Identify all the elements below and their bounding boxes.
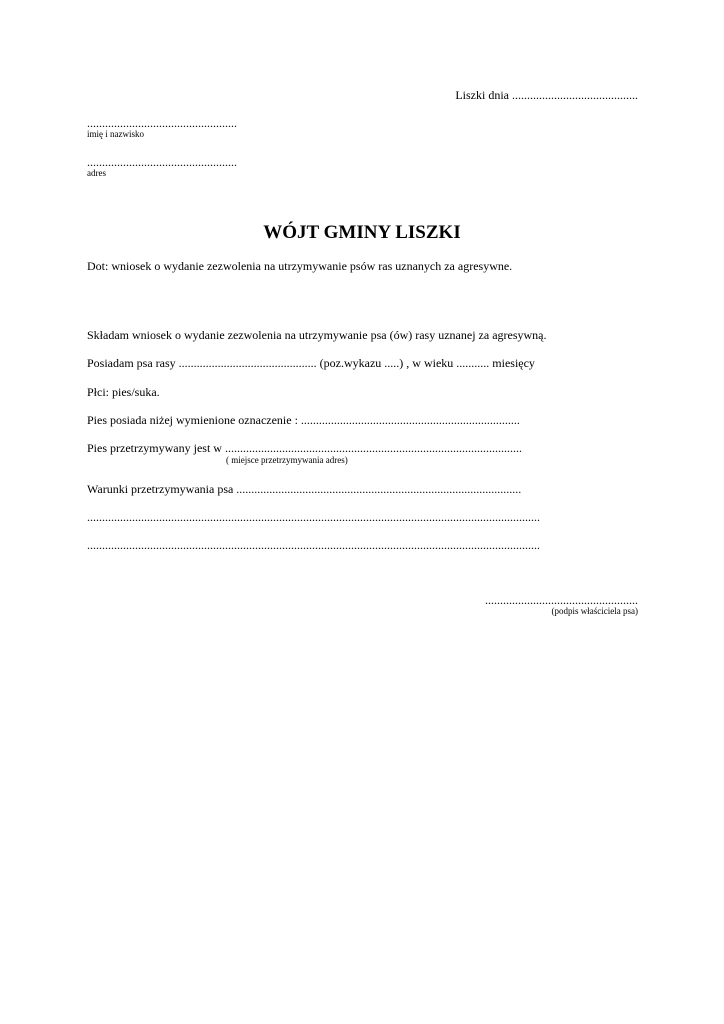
- marking-line: Pies posiada niżej wymienione oznaczenie : .........................................................................: [87, 413, 520, 427]
- request-statement: Składam wniosek o wydanie zezwolenia na utrzymywanie psa (ów) rasy uznanej za agresywną.: [87, 328, 547, 342]
- signature-dotted-line: ...................................................: [485, 593, 638, 607]
- signature-caption: (podpis właściciela psa): [551, 606, 638, 616]
- extra-dotted-line-2: .......................................................................................................................................................: [87, 538, 540, 552]
- place-date-line: Liszki dnia ..........................................: [455, 88, 638, 102]
- sex-line: Płci: pies/suka.: [87, 385, 160, 399]
- conditions-line: Warunki przetrzymywania psa ...............................................................................................: [87, 482, 522, 496]
- subject-line: Dot: wniosek o wydanie zezwolenia na utrzymywanie psów ras uznanych za agresywne.: [87, 259, 513, 273]
- address-dotted-line: ..................................................: [87, 155, 237, 169]
- name-dotted-line: ..................................................: [87, 116, 237, 130]
- kept-at-caption: ( miejsce przetrzymywania adres): [226, 455, 348, 465]
- kept-at-line: Pies przetrzymywany jest w ...................................................................................................: [87, 441, 522, 455]
- name-caption: imię i nazwisko: [87, 129, 144, 139]
- breed-line: Posiadam psa rasy .............................................. (poz.wykazu .....) , w wieku ........... miesięcy: [87, 356, 535, 370]
- address-caption: adres: [87, 168, 106, 178]
- extra-dotted-line-1: .......................................................................................................................................................: [87, 510, 540, 524]
- page-title: WÓJT GMINY LISZKI: [263, 222, 461, 243]
